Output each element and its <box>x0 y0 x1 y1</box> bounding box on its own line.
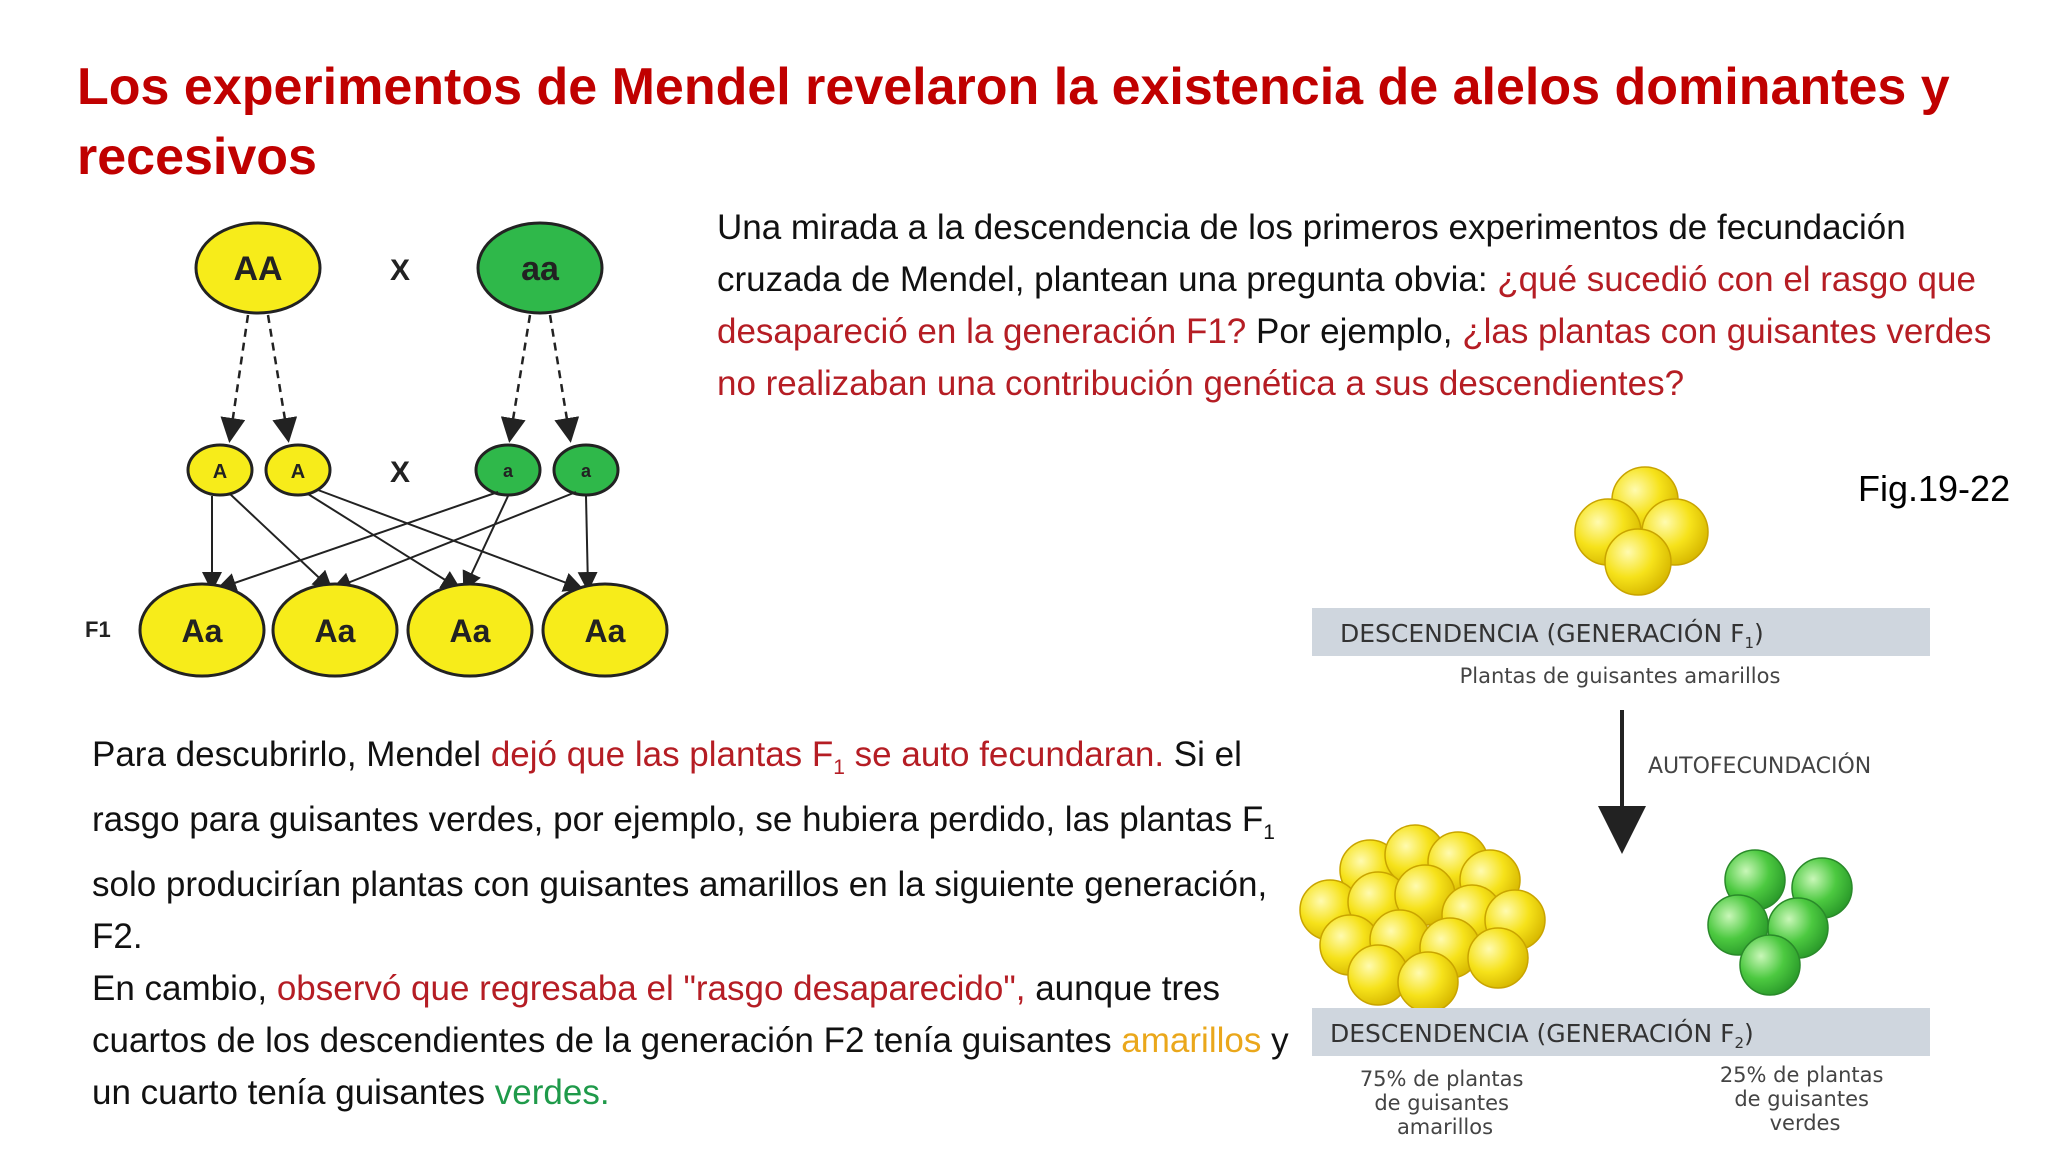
f1-offspring-label: Aa <box>314 613 356 649</box>
cross-symbol-gametes: X <box>389 456 411 489</box>
highlight-trait-returns: observó que regresaba el "rasgo desaparecido", <box>276 969 1026 1008</box>
f2-green-pea-cluster <box>1708 850 1852 995</box>
word-green: verdes. <box>494 1073 610 1112</box>
f1-offspring-label: Aa <box>449 613 491 649</box>
f1-offspring-label: Aa <box>181 613 223 649</box>
highlight-self-fertilize: dejó que las plantas $F_1$ se auto fecundaran. <box>490 735 1165 779</box>
gamete-label: a <box>580 461 592 481</box>
highlight-question-1: ¿qué sucedió con el rasgo que desapareció en la generación F1? <box>717 260 1976 351</box>
generation-figure <box>1260 470 2000 1150</box>
f2-yellow-pea-cluster <box>1300 825 1545 1012</box>
highlight-question-2: ¿las plantas con guisantes verdes no realizaban una contribución genética a sus descendientes? <box>717 312 1992 403</box>
parent-right-label: aa <box>521 250 559 288</box>
green-percent-caption: 25% de plantas de guisantes verdes <box>1719 1063 1884 1135</box>
yellow-percent-caption: 75% de plantas de guisantes amarillos <box>1359 1067 1524 1139</box>
gamete-label: a <box>502 461 514 481</box>
figure-label: Fig.19-22 <box>1858 468 2011 509</box>
parent-left-label: AA <box>233 250 283 288</box>
explanation-paragraph: Para descubrirlo, Mendel dejó que las plantas $F_1$ se auto fecundaran. Si el rasgo para guisantes verdes, por ejemplo, se hubiera perdido, las plantas $F_1$ solo producirían plantas con guisantes amarillos en la siguiente generación, F2. En cambio, observó que regresaba el "rasgo desaparecido", aunque tres cuartos de los descendientes de la generación F2 tenía guisantes amarillos y un cuarto tenía guisantes verdes. <box>92 735 1289 1112</box>
cross-diagram <box>70 200 690 680</box>
f1-label: F1 <box>85 617 111 642</box>
intro-paragraph: Una mirada a la descendencia de los primeros experimentos de fecundación cruzada de Mendel, plantean una pregunta obvia: ¿qué sucedió con el rasgo que desapareció en la generación F1? Por ejemplo, ¿las plantas con guisantes verdes no realizaban una contribución genética a sus descendientes? <box>717 208 1992 403</box>
page-title: Los experimentos de Mendel revelaron la existencia de alelos dominantes y recesivos <box>77 58 1950 186</box>
process-label: AUTOFECUNDACIÓN <box>1648 754 1872 779</box>
gamete-label: A <box>290 461 306 483</box>
f1-banner-label: DESCENDENCIA (GENERACIÓN $F_1$) <box>1340 619 1764 652</box>
f1-pea-cluster <box>1575 467 1708 595</box>
f2-banner-label: DESCENDENCIA (GENERACIÓN $F_2$) <box>1330 1019 1754 1052</box>
gamete-label: A <box>212 461 228 483</box>
f1-caption: Plantas de guisantes amarillos <box>1459 664 1781 688</box>
word-yellow: amarillos <box>1121 1021 1262 1060</box>
cross-symbol-top: X <box>389 254 411 287</box>
f1-offspring-label: Aa <box>584 613 626 649</box>
